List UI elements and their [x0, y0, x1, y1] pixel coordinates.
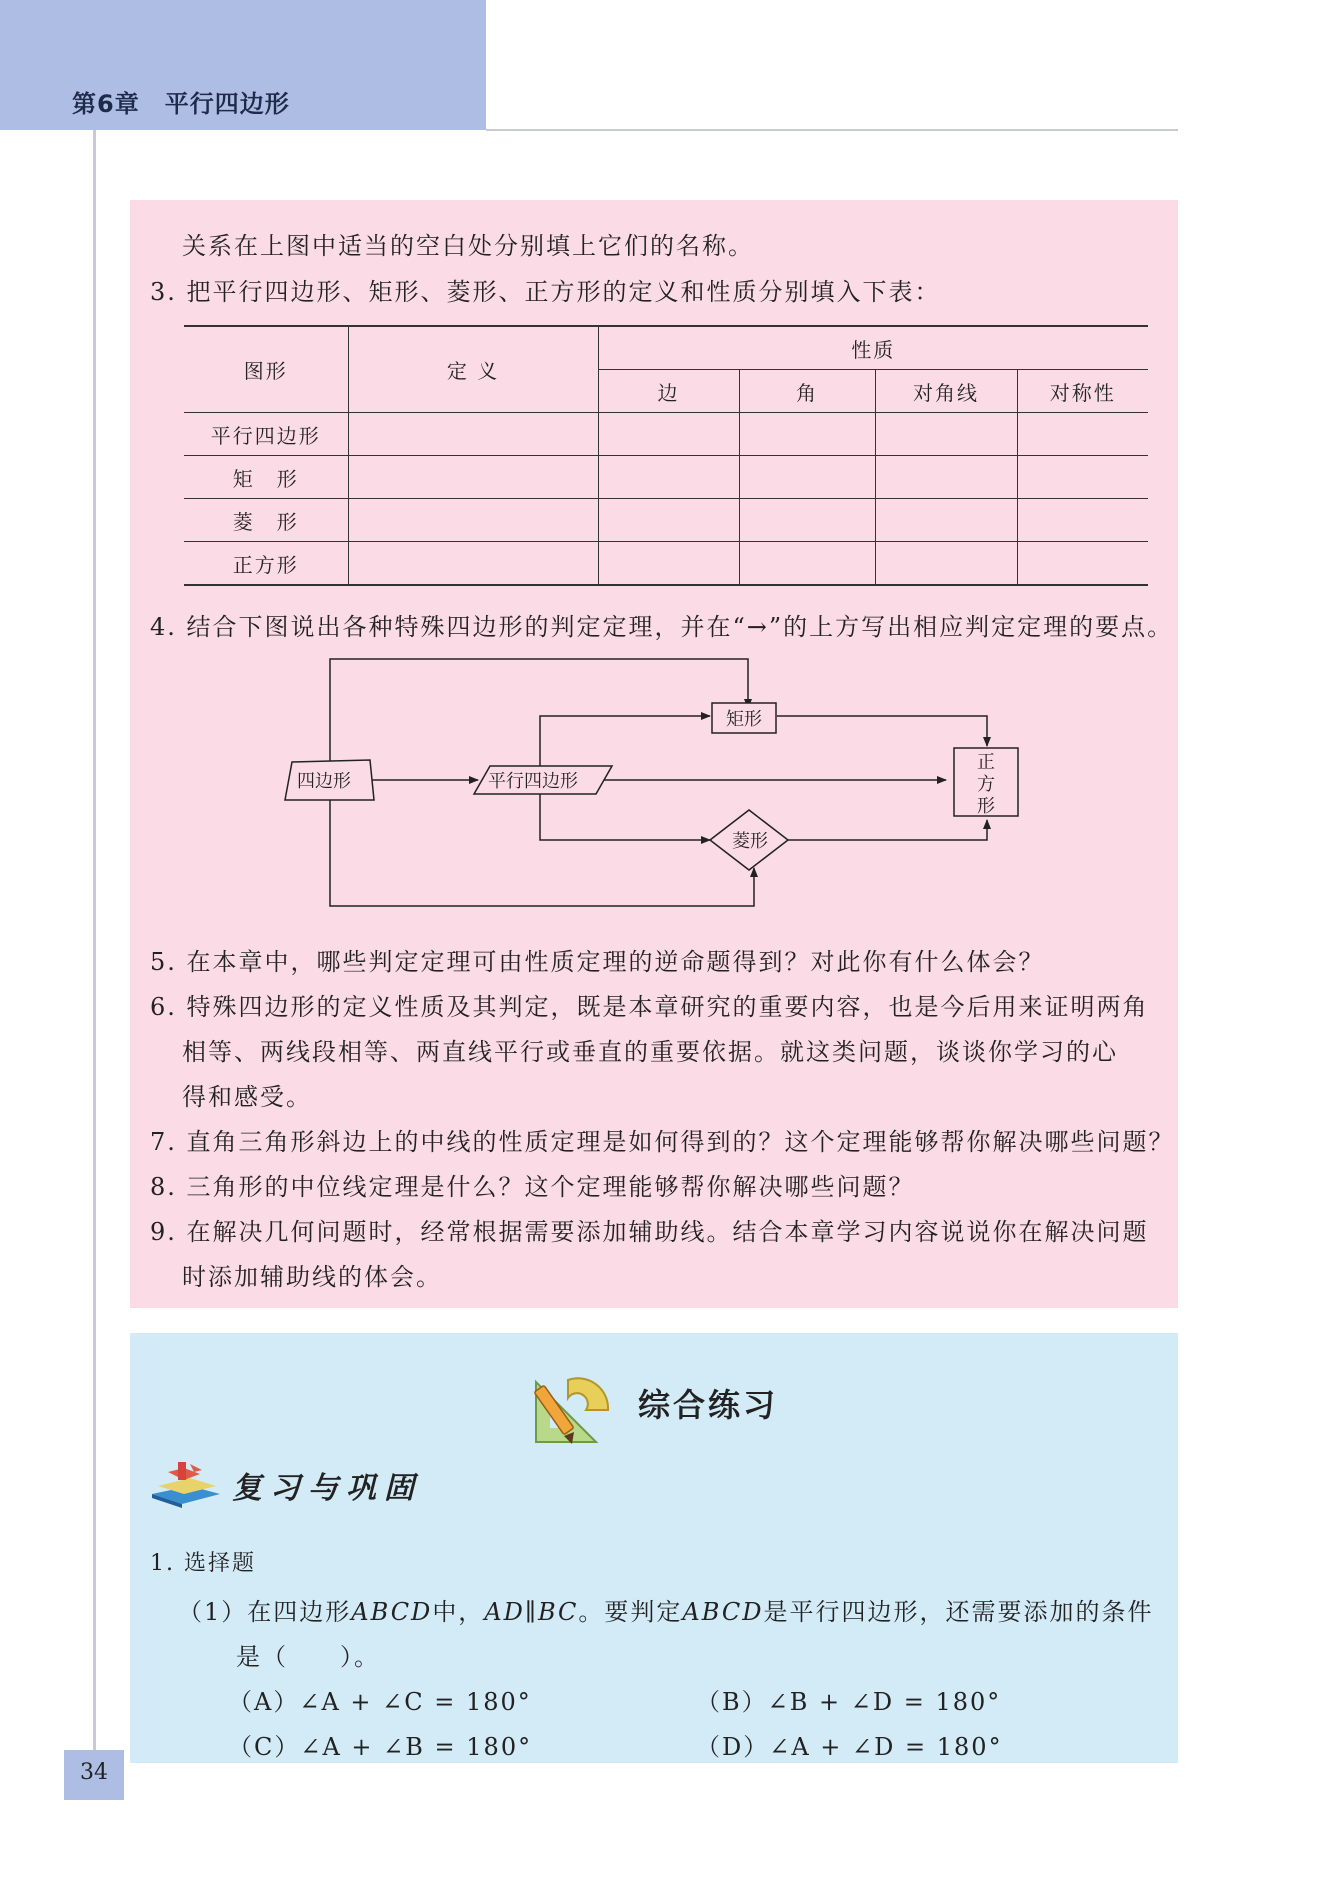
question-8: 8. 三角形的中位线定理是什么？这个定理能够帮你解决哪些问题？ — [150, 1173, 915, 1201]
exercise-question-1-1: （1）在四边形ABCD中，AD∥BC。要判定ABCD是平行四边形，还需要添加的条件 — [178, 1598, 1154, 1626]
table-cell — [875, 456, 1017, 499]
table-cell — [348, 456, 598, 499]
table-header-angle: 角 — [739, 370, 875, 413]
top-loop-line — [330, 659, 748, 762]
table-cell — [739, 499, 875, 542]
para-to-rect-arrow — [540, 716, 710, 766]
question-9-line-1: 9. 在解决几何问题时，经常根据需要添加辅助线。结合本章学习内容说说你在解决问题 — [150, 1218, 1149, 1246]
header-rule — [486, 129, 1178, 131]
question-3: 3. 把平行四边形、矩形、菱形、正方形的定义和性质分别填入下表： — [150, 278, 941, 306]
label-quadrilateral: 四边形 — [297, 771, 351, 792]
table-row — [184, 456, 1148, 499]
table-cell — [1017, 413, 1148, 456]
label-parallelogram: 平行四边形 — [488, 771, 578, 792]
books-icon — [150, 1460, 222, 1508]
table-header-properties: 性质 — [598, 326, 1148, 370]
question-9-line-2: 时添加辅助线的体会。 — [182, 1263, 442, 1291]
question-5: 5. 在本章中，哪些判定定理可由性质定理的逆命题得到？对此你有什么体会？ — [150, 948, 1045, 976]
table-cell — [598, 542, 739, 586]
table-cell — [1017, 542, 1148, 586]
table-cell — [739, 542, 875, 586]
table-cell — [739, 413, 875, 456]
question-6-line-2: 相等、两线段相等、两直线平行或垂直的重要依据。就这类问题，谈谈你学习的心 — [182, 1038, 1118, 1066]
table-cell — [875, 542, 1017, 586]
table-header-diagonal: 对角线 — [875, 370, 1017, 413]
label-square-3: 形 — [977, 796, 995, 817]
table-cell — [598, 456, 739, 499]
table-cell — [875, 413, 1017, 456]
table-header-symmetry: 对称性 — [1017, 370, 1148, 413]
table-row — [184, 542, 1148, 586]
table-cell — [598, 499, 739, 542]
continued-line: 关系在上图中适当的空白处分别填上它们的名称。 — [182, 232, 754, 260]
rhombus-to-square-arrow — [788, 820, 987, 840]
exercise-question-1: 1. 选择题 — [150, 1551, 256, 1576]
row-label-rhombus: 菱 形 — [184, 499, 348, 542]
properties-table — [184, 325, 1148, 586]
table-cell — [348, 413, 598, 456]
question-4: 4. 结合下图说出各种特殊四边形的判定定理，并在“→”的上方写出相应判定定理的要点。 — [150, 613, 1174, 641]
table-cell — [739, 456, 875, 499]
question-7: 7. 直角三角形斜边上的中线的性质定理是如何得到的？这个定理能够帮你解决哪些问题？ — [150, 1128, 1175, 1156]
table-header-side: 边 — [598, 370, 739, 413]
bottom-loop-line — [330, 798, 754, 906]
subsection-title: 复习与巩固 — [232, 1471, 422, 1506]
quadrilateral-flow-diagram — [270, 650, 1030, 920]
option-c: （C）∠A + ∠B = 180° — [228, 1733, 533, 1761]
section-title: 综合练习 — [638, 1386, 779, 1424]
table-header-definition: 定 义 — [348, 326, 598, 413]
label-rectangle: 矩形 — [726, 709, 762, 730]
table-cell — [1017, 499, 1148, 542]
rect-to-square-arrow — [777, 716, 987, 746]
para-to-rhombus-arrow — [540, 794, 710, 840]
table-header-shape: 图形 — [184, 326, 348, 413]
option-a: （A）∠A + ∠C = 180° — [228, 1688, 532, 1716]
table-cell — [598, 413, 739, 456]
label-square-1: 正 — [977, 752, 995, 773]
exercise-question-1-1-blank: 是（ ）。 — [236, 1643, 380, 1671]
row-label-parallelogram: 平行四边形 — [184, 413, 348, 456]
row-label-rectangle: 矩 形 — [184, 456, 348, 499]
table-cell — [1017, 456, 1148, 499]
option-d: （D）∠A + ∠D = 180° — [696, 1733, 1003, 1761]
table-cell — [348, 499, 598, 542]
question-6-line-3: 得和感受。 — [182, 1083, 312, 1111]
table-cell — [348, 542, 598, 586]
chapter-title: 第6章 平行四边形 — [72, 90, 290, 118]
row-label-square: 正方形 — [184, 542, 348, 586]
table-row — [184, 413, 1148, 456]
table-cell — [875, 499, 1017, 542]
label-square-2: 方 — [977, 774, 995, 795]
option-b: （B）∠B + ∠D = 180° — [696, 1688, 1002, 1716]
label-rhombus: 菱形 — [732, 831, 768, 852]
table-row — [184, 499, 1148, 542]
pencil-ruler-icon — [528, 1370, 618, 1450]
page-number: 34 — [80, 1760, 108, 1785]
question-6-line-1: 6. 特殊四边形的定义性质及其判定，既是本章研究的重要内容，也是今后用来证明两角 — [150, 993, 1149, 1021]
margin-line — [93, 130, 96, 1750]
